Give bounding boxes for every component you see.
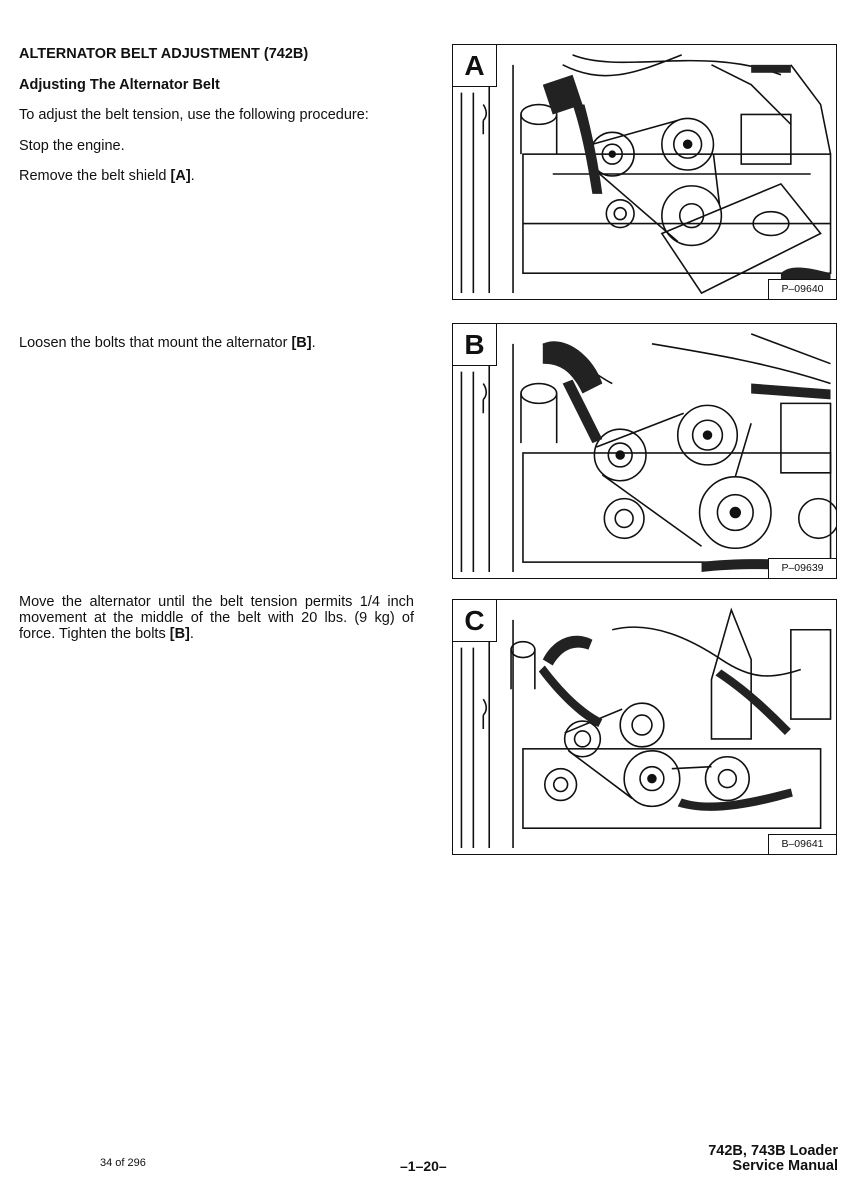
section-title: ALTERNATOR BELT ADJUSTMENT (742B): [19, 46, 309, 62]
period: .: [189, 626, 194, 642]
figure-code-a: P–09640: [768, 279, 836, 299]
step-intro: To adjust the belt tension, use the following procedure:: [19, 107, 369, 123]
figure-code-c: B–09641: [768, 834, 836, 854]
figure-a: [452, 44, 837, 300]
period: .: [311, 335, 316, 351]
footer-page-number: –1–20–: [400, 1158, 447, 1174]
period: .: [190, 168, 195, 184]
footer-manual-title: [708, 1144, 838, 1174]
engine-illustration-c: [453, 600, 836, 854]
step-remove-shield: [19, 168, 414, 184]
figure-ref-b: [B]: [291, 335, 312, 351]
figure-code-b: P–09639: [768, 558, 836, 578]
figure-ref-b: [B]: [169, 626, 190, 642]
engine-illustration-a: [453, 45, 836, 299]
footer-page-count: 34 of 296: [100, 1157, 146, 1169]
figure-label-b: B: [453, 324, 497, 366]
subsection-title: Adjusting The Alternator Belt: [19, 77, 220, 93]
step-move-alternator: [19, 594, 414, 642]
figure-label-a: A: [453, 45, 497, 87]
figure-b: [452, 323, 837, 579]
footer-manual: Service Manual: [732, 1158, 838, 1174]
figure-c: [452, 599, 837, 855]
footer-model: 742B, 743B Loader: [708, 1143, 838, 1159]
figure-ref-a: [A]: [170, 168, 191, 184]
step-move-text: Move the alternator until the belt tension permits 1/4 inch movement at the middle of the belt with 20 lbs. (9 kg) of force. Tighten the bolts: [19, 594, 414, 642]
figure-label-c: C: [453, 600, 497, 642]
step-stop-engine: Stop the engine.: [19, 138, 125, 154]
step-loosen-bolts: [19, 335, 414, 351]
step-remove-text: Remove the belt shield: [19, 168, 171, 184]
step-loosen-text: Loosen the bolts that mount the alternator: [19, 335, 292, 351]
engine-illustration-b: [453, 324, 836, 578]
